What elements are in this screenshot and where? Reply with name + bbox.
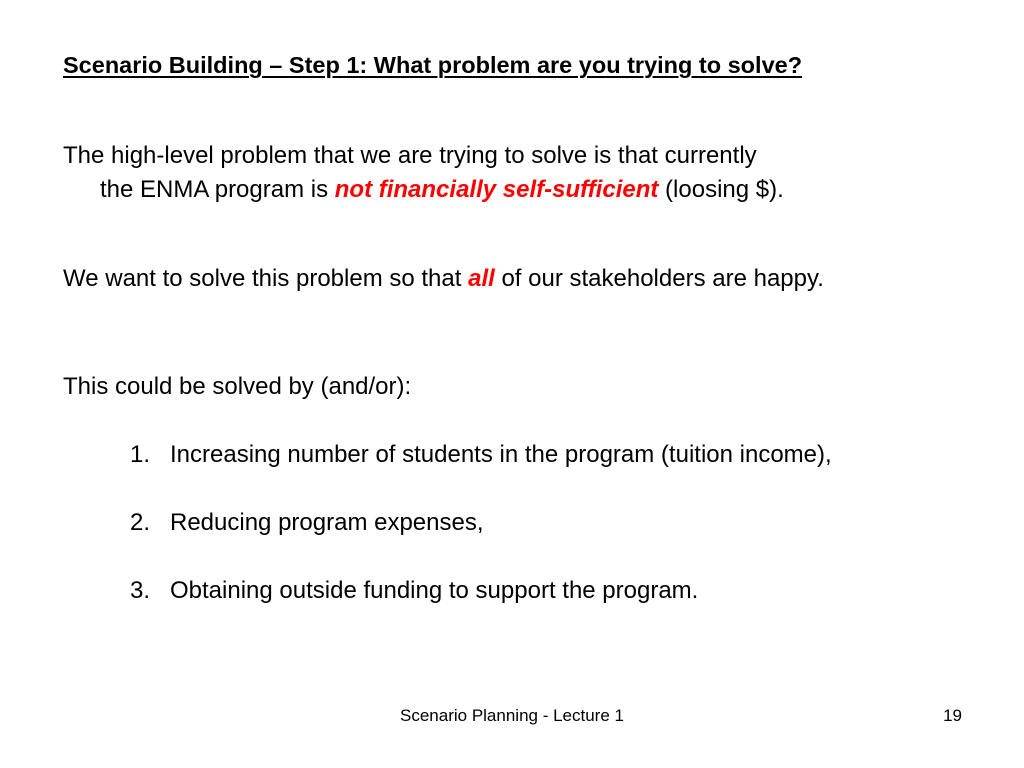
solutions-list xyxy=(130,438,832,642)
problem-statement-line2 xyxy=(63,173,784,207)
goal-paragraph xyxy=(63,262,824,296)
goal-text-start: We want to solve this problem so that xyxy=(63,265,469,292)
slide-title: Scenario Building – Step 1: What problem are you trying to solve? xyxy=(63,52,803,78)
page-number: 19 xyxy=(943,706,962,725)
list-item xyxy=(130,574,832,642)
list-item-number: 2. xyxy=(130,509,151,536)
list-item-text: Reducing program expenses, xyxy=(170,509,484,536)
list-item-text: Obtaining outside funding to support the program. xyxy=(170,577,699,604)
list-item xyxy=(130,438,832,506)
problem-statement-line2-end: (loosing $). xyxy=(658,176,784,203)
goal-text-end: of our stakeholders are happy. xyxy=(494,265,824,292)
list-item xyxy=(130,506,832,574)
list-item-number: 3. xyxy=(130,577,151,604)
goal-emphasis: all xyxy=(468,265,495,292)
solutions-intro: This could be solved by (and/or): xyxy=(63,373,412,400)
problem-emphasis: not financially self-sufficient xyxy=(334,176,659,203)
list-item-text: Increasing number of students in the program (tuition income), xyxy=(170,441,832,468)
problem-statement-paragraph xyxy=(63,139,784,207)
footer-lecture-title: Scenario Planning - Lecture 1 xyxy=(400,706,624,725)
problem-statement-line2-start: the ENMA program is xyxy=(100,176,335,203)
list-item-number: 1. xyxy=(130,441,151,468)
problem-statement-line1: The high-level problem that we are trying to solve is that currently xyxy=(63,142,757,169)
